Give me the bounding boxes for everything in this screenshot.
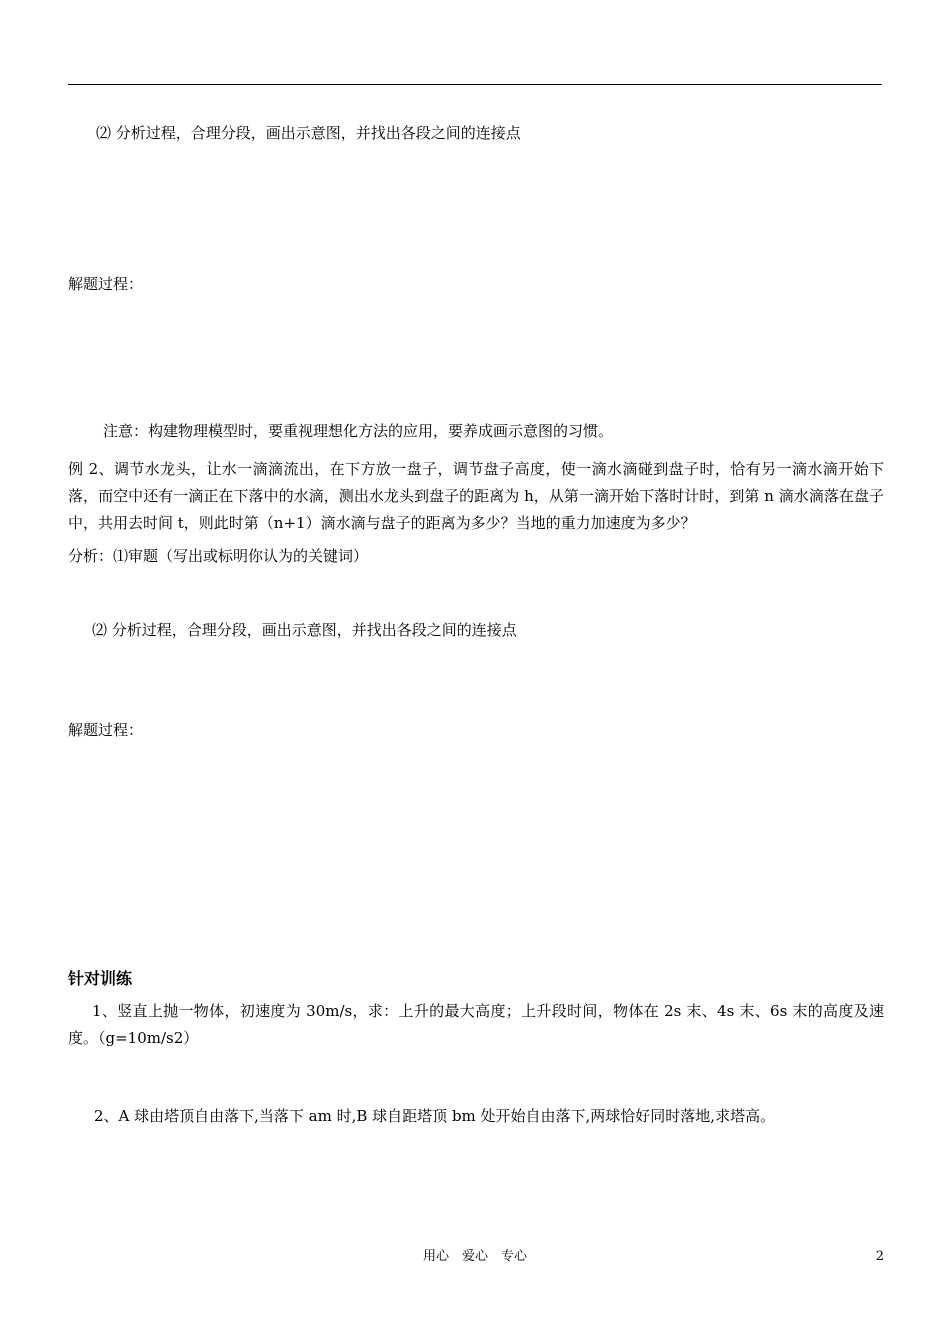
header-rule (68, 84, 882, 85)
training-heading: 针对训练 (68, 969, 133, 988)
ex1-note-text: 注意：构建物理模型时，要重视理想化方法的应用，要养成画示意图的习惯。 (103, 422, 614, 440)
ex2-solution-label: 解题过程： (68, 721, 144, 739)
ex2-problem-text: 例 2、调节水龙头，让水一滴滴流出，在下方放一盘子，调节盘子高度，使一滴水滴碰到盘子时，恰有另一滴水滴开始下落，而空中还有一滴正在下落中的水滴，测出水龙头到盘子的距离为 h，从第一滴开始下落时计时，到第 n 滴水滴落在盘子中，共用去时间 t，则此时第（n+1）滴水滴与盘子的距离为多少？当地的重力加速度为多少？ (68, 460, 884, 532)
ex2-analysis-text: 分析：⑴审题（写出或标明你认为的关键词） (68, 547, 369, 565)
page-number: 2 (875, 1249, 884, 1264)
ex2-step2-text: ⑵ 分析过程，合理分段，画出示意图，并找出各段之间的连接点 (92, 621, 517, 639)
footer-motto: 用心 爱心 专心 (422, 1249, 527, 1264)
ex1-step2-text: ⑵ 分析过程，合理分段，画出示意图，并找出各段之间的连接点 (96, 124, 521, 142)
training-question-2: 2、A 球由塔顶自由落下,当落下 am 时,B 球自距塔顶 bm 处开始自由落下,两球恰好同时落地,求塔高。 (94, 1107, 776, 1125)
training-question-1: 1、竖直上抛一物体，初速度为 30m/s，求：上升的最大高度；上升段时间，物体在 2s 末、4s 末、6s 末的高度及速度。（g=10m/s2） (68, 1002, 884, 1047)
ex1-solution-label: 解题过程： (68, 275, 144, 293)
